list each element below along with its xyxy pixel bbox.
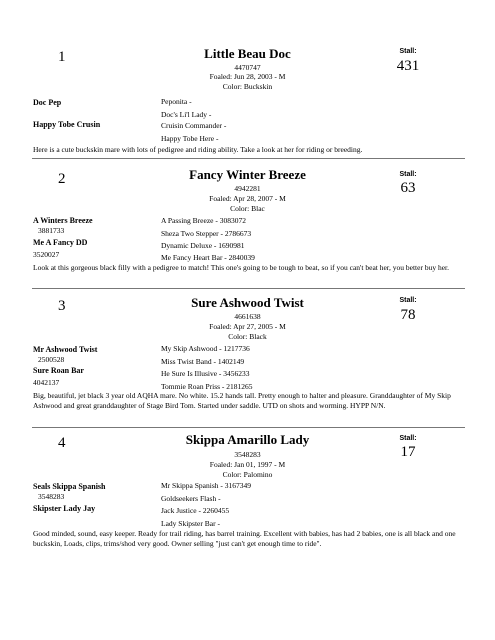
- pedigree-line: Miss Twist Band - 1402149: [161, 357, 245, 366]
- horse-color: Color: Palomino: [222, 470, 273, 479]
- sire-name: A Winters Breeze: [33, 216, 93, 225]
- stall-number: 17: [400, 444, 416, 460]
- stall-number: 78: [400, 307, 416, 323]
- stall-number: 63: [400, 180, 416, 196]
- pedigree-line: He Sure Is Illusive - 3456233: [161, 369, 250, 378]
- stall-label: Stall:: [399, 435, 417, 442]
- pedigree-line: Doc's Li'l Lady -: [161, 110, 212, 119]
- sire-name: Doc Pep: [33, 98, 62, 107]
- lot-divider: [32, 427, 465, 428]
- pedigree-line: My Skip Ashwood - 1217736: [161, 344, 250, 353]
- lot-divider: [32, 158, 465, 159]
- foaled-date: Foaled: Apr 27, 2005 - M: [209, 322, 286, 331]
- horse-registration: 3548283: [234, 450, 261, 459]
- pedigree-line: Me Fancy Heart Bar - 2840039: [161, 253, 255, 262]
- lot-divider: [32, 288, 465, 289]
- pedigree-line: A Passing Breeze - 3083072: [161, 216, 246, 225]
- horse-registration: 4470747: [234, 63, 261, 72]
- stall-number: 431: [396, 58, 420, 74]
- dam-name: Skipster Lady Jay: [33, 504, 96, 513]
- pedigree-line: Mr Skippa Spanish - 3167349: [161, 481, 251, 490]
- lot-number: 1: [58, 49, 66, 65]
- pedigree-line: Goldseekers Flash -: [161, 494, 221, 503]
- lot-number: 3: [58, 298, 66, 314]
- pedigree-line: Happy Tobe Here -: [161, 134, 219, 143]
- pedigree-line: Dynamic Deluxe - 1690981: [161, 241, 245, 250]
- horse-name: Fancy Winter Breeze: [189, 167, 306, 182]
- horse-color: Color: Buckskin: [222, 82, 273, 91]
- lot-entry: [0, 0, 495, 160]
- dam-name: Sure Roan Bar: [33, 366, 84, 375]
- pedigree-line: Lady Skipster Bar -: [161, 519, 220, 528]
- horse-registration: 4661638: [234, 312, 261, 321]
- pedigree-line: Cruisin Commander -: [161, 121, 227, 130]
- foaled-date: Foaled: Jan 01, 1997 - M: [209, 460, 286, 469]
- stall-label: Stall:: [399, 48, 417, 55]
- dam-name: Happy Tobe Crusin: [33, 120, 101, 129]
- horse-description: Good minded, sound, easy keeper. Ready for trail riding, has barrel training. Excellent with babies, has had 2 babies, one is all black and one buckskin, Loads, clips, trims/shod very good. Owner selling "just can't get enough time to ride".: [33, 529, 456, 548]
- lot-number: 2: [58, 171, 66, 187]
- stall-label: Stall:: [399, 297, 417, 304]
- dam-name: Me A Fancy DD: [33, 238, 88, 247]
- foaled-date: Foaled: Jun 28, 2003 - M: [209, 72, 286, 81]
- pedigree-line: Tommie Roan Priss - 2181265: [161, 382, 253, 391]
- pedigree-line: Jack Justice - 2260455: [161, 506, 230, 515]
- sire-name: Seals Skippa Spanish: [33, 482, 106, 491]
- horse-name: Sure Ashwood Twist: [191, 295, 304, 310]
- lot-number: 4: [58, 435, 66, 451]
- pedigree-line: Peponita -: [161, 97, 192, 106]
- horse-description: Look at this gorgeous black filly with a pedigree to match! This one's going to be tough to beat, so if you can't beat her, you better buy her.: [33, 263, 449, 272]
- horse-registration: 4942281: [234, 184, 261, 193]
- sire-registration: 2500528: [38, 355, 65, 364]
- horse-description: Big, beautiful, jet black 3 year old AQHA mare. No white. 15.2 hands tall. Pretty enough to halter and pleasure. Granddaughter of My Skip Ashwood and great granddaughter of Stage Bird Tom. Started under saddle. UTD on shots and worming. HYPP N/N.: [33, 391, 451, 410]
- foaled-date: Foaled: Apr 28, 2007 - M: [209, 194, 286, 203]
- pedigree-line: Sheza Two Stepper - 2786673: [161, 229, 252, 238]
- sire-registration: 3548283: [38, 492, 65, 501]
- sire-registration: 3881733: [38, 226, 65, 235]
- horse-description: Here is a cute buckskin mare with lots of pedigree and riding ability. Take a look at her for riding or breeding.: [33, 145, 363, 154]
- horse-color: Color: Blac: [230, 204, 265, 213]
- sire-name: Mr Ashwood Twist: [33, 345, 98, 354]
- horse-name: Little Beau Doc: [204, 46, 291, 61]
- dam-registration: 3520027: [33, 250, 60, 259]
- stall-label: Stall:: [399, 171, 417, 178]
- horse-name: Skippa Amarillo Lady: [185, 432, 310, 447]
- dam-registration: 4042137: [33, 378, 60, 387]
- horse-color: Color: Black: [228, 332, 267, 341]
